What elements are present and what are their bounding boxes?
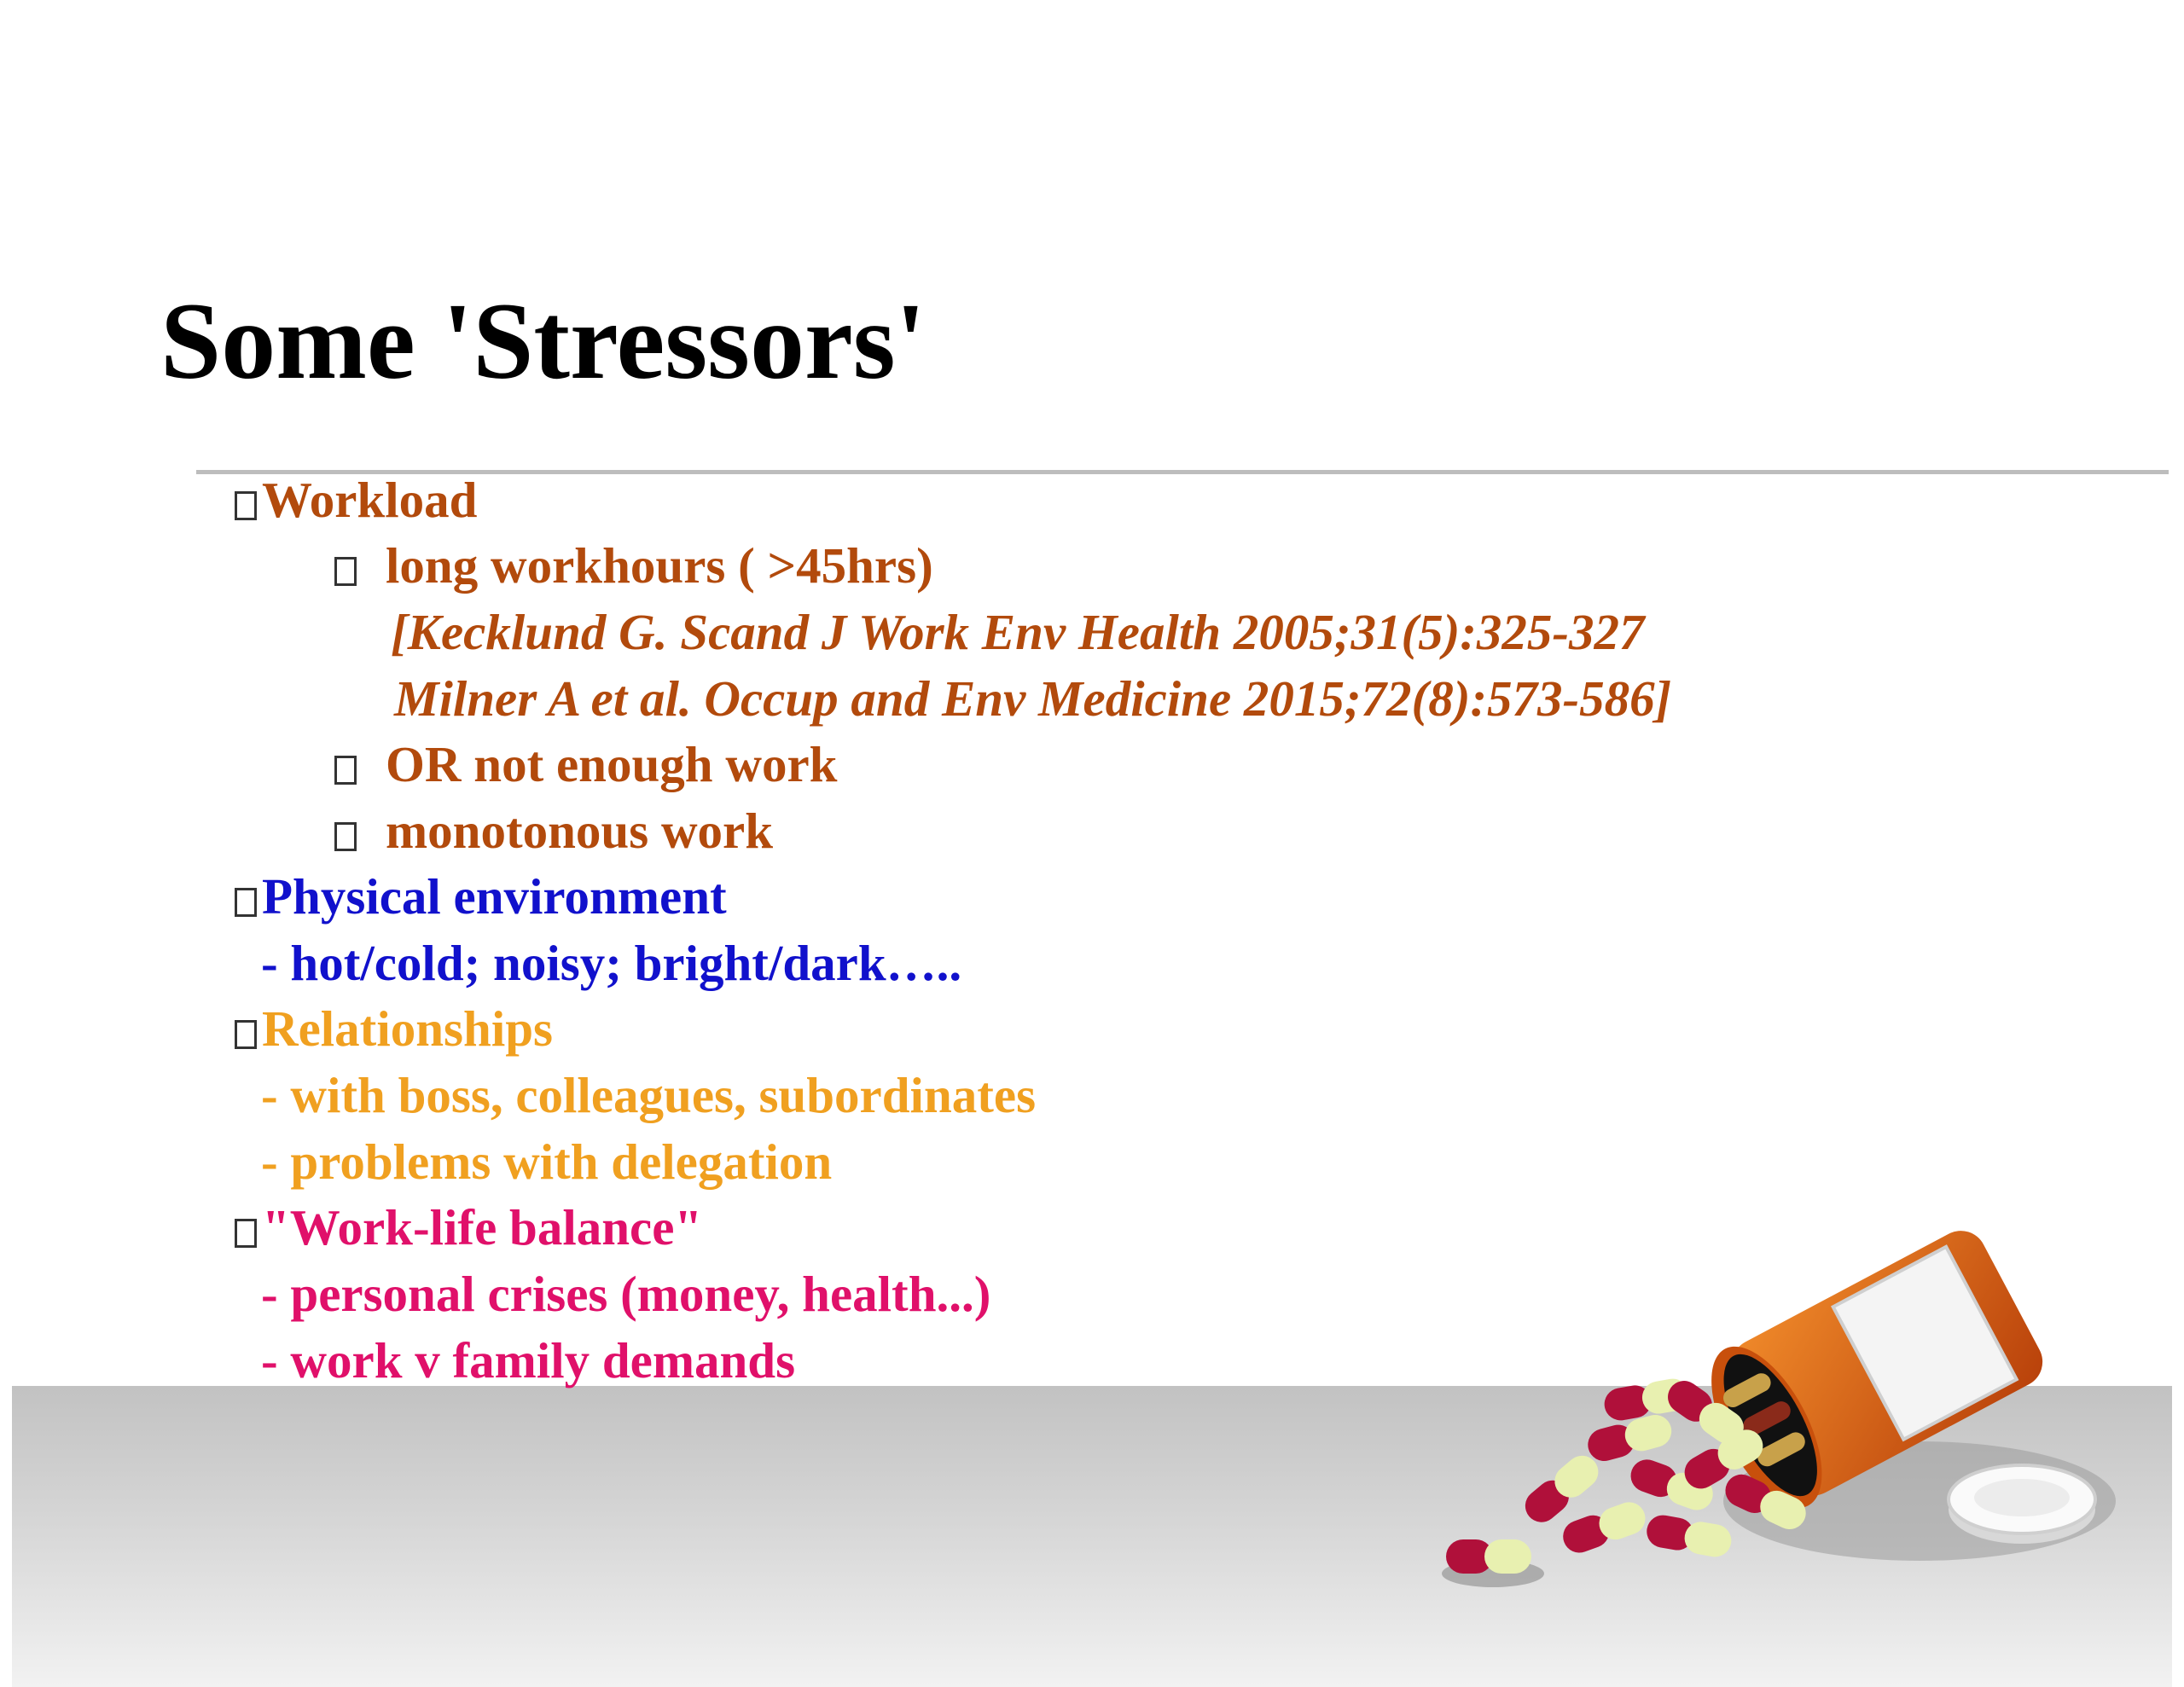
physical-heading-line <box>235 867 727 926</box>
relationships-heading: Relationships <box>262 1000 553 1057</box>
workload-item-line <box>334 536 933 595</box>
bullet-box-icon <box>334 822 357 851</box>
workload-item-line <box>334 734 837 794</box>
citation-line: [Kecklund G. Scand J Work Env Health 2005;31(5):325-327 <box>391 604 1645 660</box>
relationships-detail: - with boss, colleagues, subordinates <box>261 1067 1037 1123</box>
workload-item: monotonous work <box>386 803 774 859</box>
citation-line: Milner A et al. Occup and Env Medicine 2015;72(8):573-586] <box>394 670 1672 727</box>
relationships-detail: - problems with delegation <box>261 1133 833 1190</box>
workload-heading: Workload <box>262 472 478 528</box>
work-life-heading-line <box>235 1197 702 1257</box>
bullet-box-icon <box>235 888 257 917</box>
work-life-detail: - work v family demands <box>261 1332 796 1388</box>
workload-item-line <box>334 801 773 861</box>
title-divider <box>196 470 2169 474</box>
spilled-pill-bottle-icon <box>1391 1228 2124 1603</box>
physical-heading: Physical environment <box>262 868 727 925</box>
workload-item: long workhours ( >45hrs) <box>386 537 933 594</box>
bullet-box-icon <box>334 557 357 586</box>
slide-title: Some 'Stressors' <box>160 281 926 402</box>
relationships-heading-line <box>235 999 553 1058</box>
bullet-box-icon <box>235 491 257 520</box>
bullet-box-icon <box>235 1219 257 1248</box>
physical-detail: - hot/cold; noisy; bright/dark….. <box>261 935 962 991</box>
bullet-box-icon <box>235 1020 257 1049</box>
work-life-heading: "Work-life balance" <box>262 1199 703 1255</box>
bullet-box-icon <box>334 756 357 785</box>
workload-heading-line <box>235 470 477 530</box>
workload-item: OR not enough work <box>386 736 838 792</box>
work-life-detail: - personal crises (money, health...) <box>261 1266 991 1322</box>
